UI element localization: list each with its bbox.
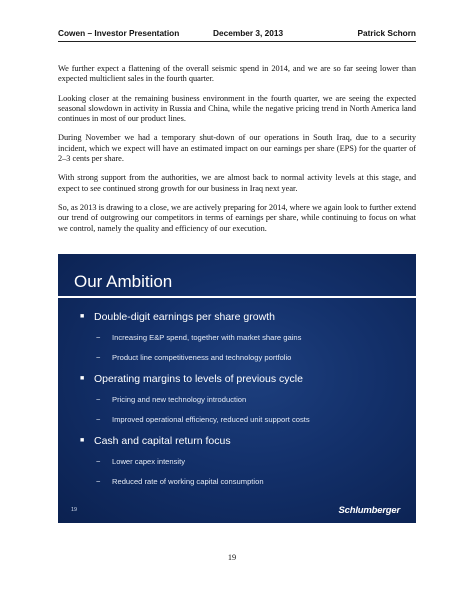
body-text <box>58 64 416 243</box>
slide-sub-bullet-text: Lower capex intensity <box>112 457 186 466</box>
header-center: December 3, 2013 <box>213 28 284 38</box>
slide-title: Our Ambition <box>74 272 173 291</box>
slide-sub-bullet <box>58 328 416 348</box>
paragraph: With strong support from the authorities, we are almost back to normal activity levels at this stage, and expect to see continued strong growth for our business in Iraq next year. <box>58 173 416 193</box>
square-bullet-icon: ■ <box>80 375 85 382</box>
dash-bullet-icon: − <box>96 457 101 466</box>
paragraph: Looking closer at the remaining business environment in the fourth quarter, we are seeing the expected seasonal slowdown in activity in Russia and China, while the negative pricing trend in North America land continues in most of our product lines. <box>58 93 416 124</box>
slide-sub-bullet-text: Reduced rate of working capital consumption <box>112 477 264 486</box>
schlumberger-logo: Schlumberger <box>338 505 400 516</box>
paragraph: We further expect a flattening of the overall seismic spend in 2014, and we are so far seeing lower than expected multiclient sales in the fourth quarter. <box>58 64 416 84</box>
dash-bullet-icon: − <box>96 415 101 424</box>
slide-bullet-text: Double-digit earnings per share growth <box>94 311 275 323</box>
slide-title-rule <box>58 296 416 298</box>
slide-sub-bullet-text: Improved operational efficiency, reduced unit support costs <box>112 415 310 424</box>
dash-bullet-icon: − <box>96 477 101 486</box>
header-left: Cowen – Investor Presentation <box>58 28 180 38</box>
slide-sub-bullet-text: Product line competitiveness and technology portfolio <box>112 353 292 362</box>
paragraph: So, as 2013 is drawing to a close, we are actively preparing for 2014, where we again look to further extend our trend of outgrowing our competitors in terms of earnings per share, while continuing to focus on what we control, namely the quality and efficiency of our execution. <box>58 202 416 233</box>
slide-number: 19 <box>71 507 78 513</box>
page-header <box>58 27 416 42</box>
slide-sub-bullet-text: Pricing and new technology introduction <box>112 395 247 404</box>
square-bullet-icon: ■ <box>80 437 85 444</box>
header-right: Patrick Schorn <box>357 28 416 38</box>
dash-bullet-icon: − <box>96 333 101 342</box>
dash-bullet-icon: − <box>96 353 101 362</box>
slide-sub-bullet <box>58 348 416 368</box>
square-bullet-icon: ■ <box>80 313 85 320</box>
paragraph: During November we had a temporary shut-down of our operations in South Iraq, due to a security incident, which we expect will have an estimated impact on our earnings per share (EPS) for the quarter of 2–3 cents per share. <box>58 133 416 164</box>
dash-bullet-icon: − <box>96 395 101 404</box>
slide-bullet-text: Operating margins to levels of previous cycle <box>94 373 303 385</box>
slide-bullet <box>58 306 416 328</box>
page-number: 19 <box>227 553 237 562</box>
slide-image <box>58 254 416 523</box>
slide-bullet <box>58 430 416 452</box>
slide-sub-bullet <box>58 390 416 410</box>
slide-bullet <box>58 368 416 390</box>
slide-sub-bullet-text: Increasing E&P spend, together with market share gains <box>112 333 302 342</box>
slide-bullet-list <box>58 306 416 492</box>
slide-sub-bullet <box>58 452 416 472</box>
slide-sub-bullet <box>58 472 416 492</box>
slide-sub-bullet <box>58 410 416 430</box>
slide-bullet-text: Cash and capital return focus <box>94 435 231 447</box>
